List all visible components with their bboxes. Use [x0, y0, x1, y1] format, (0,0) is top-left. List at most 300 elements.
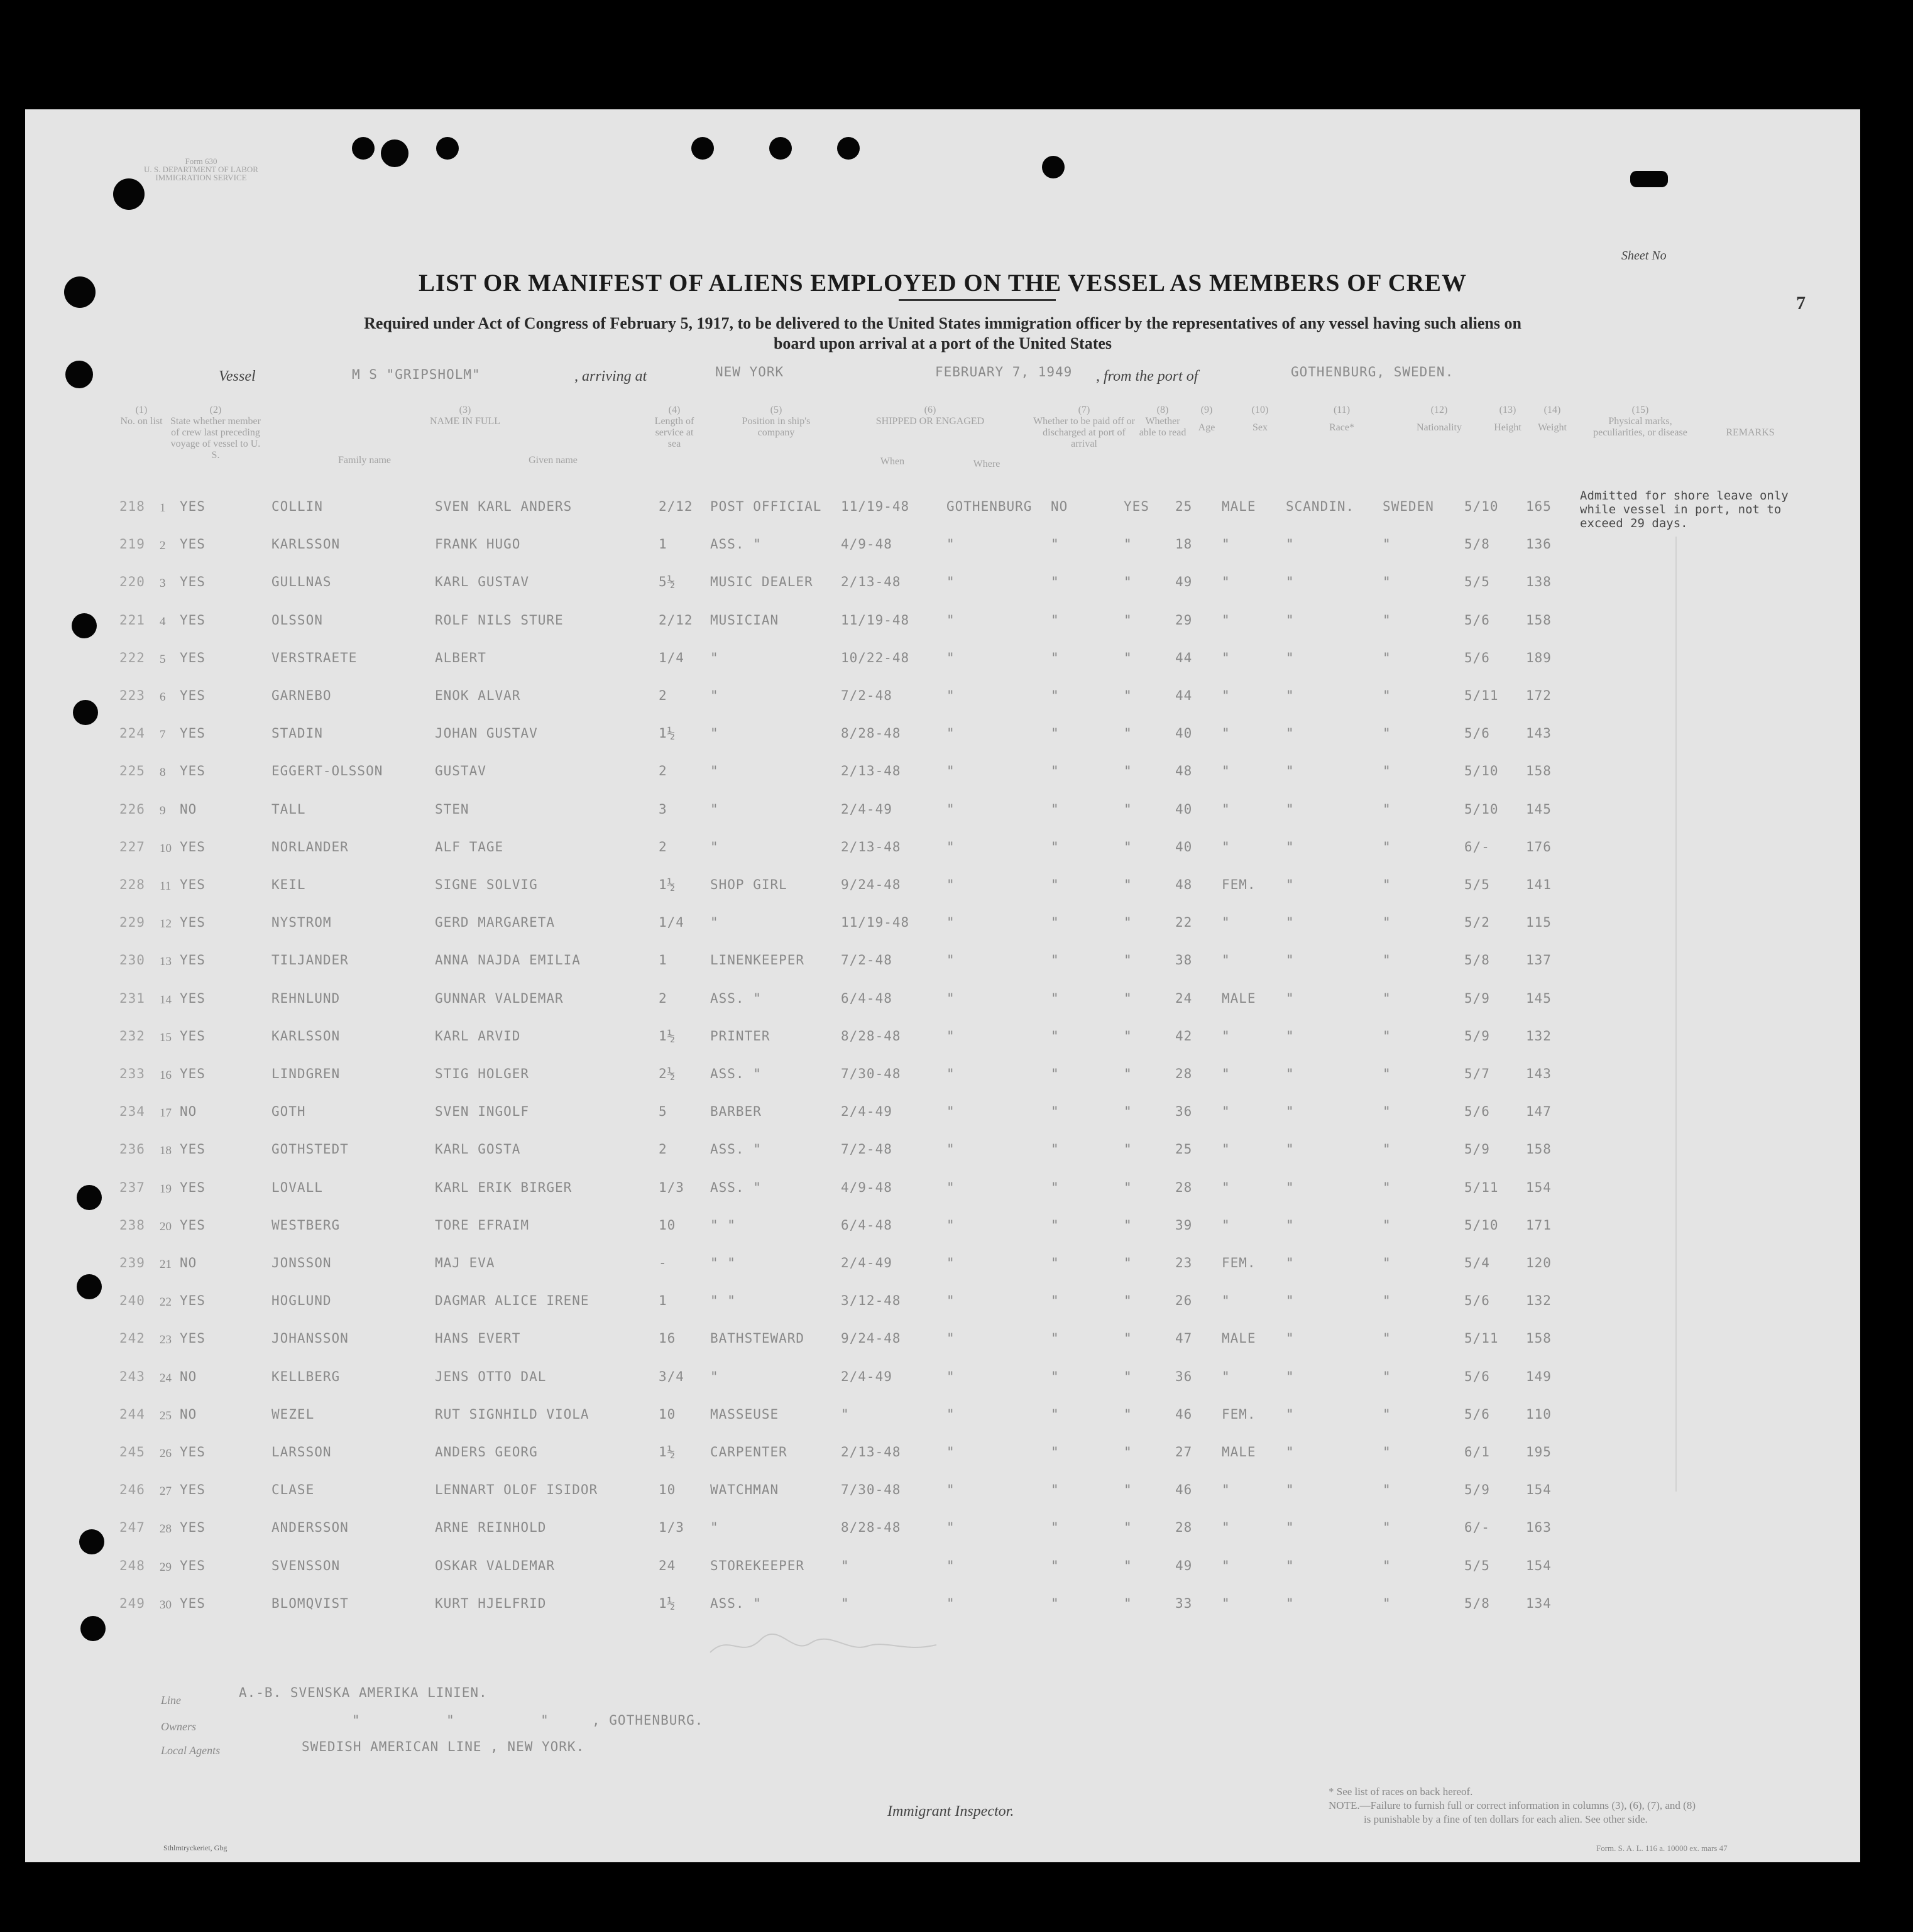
row-height: 5/7: [1464, 1066, 1490, 1081]
row-age: 42: [1175, 1028, 1193, 1044]
row-shipped-when: 11/19-48: [841, 612, 910, 628]
row-shipped-when: 2/4-49: [841, 1104, 892, 1120]
row-height: 5/10: [1464, 801, 1499, 817]
row-height: 5/8: [1464, 1595, 1490, 1611]
row-age: 44: [1175, 650, 1193, 665]
row-shipped-when: 10/22-48: [841, 650, 910, 665]
table-row: [25, 1066, 1860, 1085]
vessel-name: M S "GRIPSHOLM": [352, 367, 481, 382]
row-list-number: 28: [160, 1522, 172, 1536]
row-sex: FEM.: [1222, 877, 1256, 892]
row-ref-number: 248: [119, 1558, 145, 1573]
row-shipped-where: ": [946, 990, 955, 1006]
row-height: 5/9: [1464, 1028, 1490, 1044]
row-nationality: ": [1383, 1406, 1391, 1422]
row-ref-number: 238: [119, 1217, 145, 1233]
row-shipped-when: ": [841, 1595, 850, 1611]
row-race: ": [1286, 1444, 1295, 1460]
row-family-name: BLOMQVIST: [271, 1595, 349, 1611]
row-service-length: 1/3: [659, 1520, 684, 1536]
row-service-length: 1½: [659, 1444, 676, 1460]
table-row: [25, 1255, 1860, 1274]
row-position: ": [710, 839, 719, 854]
row-position: ": [710, 650, 719, 665]
row-able-to-read: ": [1124, 1444, 1132, 1460]
row-shipped-when: 2/13-48: [841, 574, 901, 590]
row-weight: 176: [1526, 839, 1552, 854]
row-list-number: 20: [160, 1220, 172, 1233]
subtitle-line-1: Required under Act of Congress of February 5, 1917, to be delivered to the United States immigration officer by the representatives of any vessel having such aliens on: [364, 314, 1521, 332]
row-shipped-when: ": [841, 1406, 850, 1422]
row-given-name: KARL GOSTA: [435, 1142, 521, 1157]
row-prev-voyage: YES: [180, 763, 206, 779]
col-header-position: (5) Position in ship's company: [742, 405, 811, 438]
row-prev-voyage: NO: [180, 1368, 197, 1384]
row-sex: ": [1222, 726, 1231, 741]
row-position: ASS. ": [710, 1595, 762, 1611]
row-height: 5/9: [1464, 1482, 1490, 1498]
row-nationality: ": [1383, 915, 1391, 931]
row-given-name: OSKAR VALDEMAR: [435, 1558, 556, 1573]
row-position: STOREKEEPER: [710, 1558, 805, 1573]
col-header-physical-marks: (15) Physical marks, peculiarities, or disease: [1593, 405, 1687, 438]
row-sex: MALE: [1222, 1444, 1256, 1460]
row-nationality: ": [1383, 763, 1391, 779]
row-service-length: 2: [659, 990, 667, 1006]
row-prev-voyage: YES: [180, 688, 206, 703]
row-able-to-read: ": [1124, 1595, 1132, 1611]
row-weight: 137: [1526, 952, 1552, 968]
row-able-to-read: ": [1124, 1142, 1132, 1157]
row-able-to-read: ": [1124, 990, 1132, 1006]
row-position: ": [710, 1368, 719, 1384]
row-prev-voyage: YES: [180, 726, 206, 741]
table-row: [25, 1331, 1860, 1350]
row-shipped-where: ": [946, 1368, 955, 1384]
row-height: 5/4: [1464, 1255, 1490, 1270]
row-weight: 143: [1526, 726, 1552, 741]
row-ref-number: 247: [119, 1520, 145, 1536]
table-row: [25, 1293, 1860, 1312]
row-race: ": [1286, 763, 1295, 779]
row-nationality: ": [1383, 801, 1391, 817]
row-able-to-read: ": [1124, 915, 1132, 931]
row-race: ": [1286, 650, 1295, 665]
row-able-to-read: ": [1124, 877, 1132, 892]
row-service-length: 1½: [659, 726, 676, 741]
row-family-name: REHNLUND: [271, 990, 341, 1006]
row-height: 5/11: [1464, 1179, 1499, 1195]
row-race: ": [1286, 574, 1295, 590]
row-age: 26: [1175, 1293, 1193, 1309]
owners-value: " " " , GOTHENBURG.: [352, 1713, 704, 1728]
row-able-to-read: ": [1124, 1331, 1132, 1346]
row-position: CARPENTER: [710, 1444, 787, 1460]
row-prev-voyage: NO: [180, 1255, 197, 1270]
table-row: [25, 1180, 1860, 1199]
row-nationality: ": [1383, 726, 1391, 741]
row-given-name: TORE EFRAIM: [435, 1217, 530, 1233]
row-service-length: 10: [659, 1482, 676, 1498]
row-nationality: ": [1383, 1179, 1391, 1195]
row-shipped-when: 9/24-48: [841, 1331, 901, 1346]
row-sex: ": [1222, 688, 1231, 703]
row-weight: 138: [1526, 574, 1552, 590]
row-height: 5/5: [1464, 877, 1490, 892]
row-given-name: DAGMAR ALICE IRENE: [435, 1293, 589, 1309]
row-nationality: ": [1383, 839, 1391, 854]
table-row: [25, 537, 1860, 555]
row-shipped-where: ": [946, 1331, 955, 1346]
row-age: 39: [1175, 1217, 1193, 1233]
row-family-name: KARLSSON: [271, 537, 341, 552]
row-race: SCANDIN.: [1286, 499, 1355, 514]
row-list-number: 29: [160, 1560, 172, 1574]
row-given-name: ROLF NILS STURE: [435, 612, 564, 628]
punch-hole: [113, 178, 145, 210]
row-service-length: 2½: [659, 1066, 676, 1081]
row-shipped-when: 6/4-48: [841, 990, 892, 1006]
row-position: ": [710, 688, 719, 703]
local-agents-value: SWEDISH AMERICAN LINE , NEW YORK.: [302, 1739, 585, 1754]
vessel-label: Vessel: [219, 368, 256, 385]
row-service-length: 1½: [659, 1028, 676, 1044]
punch-hole: [837, 137, 860, 160]
title-underline: [899, 299, 1056, 301]
table-row: [25, 802, 1860, 821]
row-shipped-where: ": [946, 1028, 955, 1044]
row-weight: 165: [1526, 499, 1552, 514]
row-position: " ": [710, 1293, 736, 1309]
col-header-nationality: (12) Nationality: [1417, 405, 1462, 433]
table-row: [25, 1218, 1860, 1236]
row-nationality: ": [1383, 1331, 1391, 1346]
row-shipped-where: ": [946, 1066, 955, 1081]
row-sex: ": [1222, 1595, 1231, 1611]
row-ref-number: 220: [119, 574, 145, 590]
row-sex: ": [1222, 1558, 1231, 1573]
row-list-number: 3: [160, 577, 166, 591]
row-sex: MALE: [1222, 1331, 1256, 1346]
row-weight: 141: [1526, 877, 1552, 892]
row-family-name: SVENSSON: [271, 1558, 341, 1573]
row-height: 5/10: [1464, 499, 1499, 514]
row-family-name: GULLNAS: [271, 574, 332, 590]
row-given-name: SVEN KARL ANDERS: [435, 499, 573, 514]
row-able-to-read: ": [1124, 1255, 1132, 1270]
row-position: ASS. ": [710, 1066, 762, 1081]
row-family-name: GOTHSTEDT: [271, 1142, 349, 1157]
row-service-length: 24: [659, 1558, 676, 1573]
row-shipped-where: ": [946, 574, 955, 590]
row-list-number: 27: [160, 1485, 172, 1498]
row-shipped-where: ": [946, 1179, 955, 1195]
manifest-title: LIST OR MANIFEST OF ALIENS EMPLOYED ON THE VESSEL AS MEMBERS OF CREW: [418, 270, 1467, 297]
row-nationality: ": [1383, 688, 1391, 703]
row-prev-voyage: YES: [180, 952, 206, 968]
punch-hole: [65, 361, 93, 388]
row-shipped-when: 8/28-48: [841, 726, 901, 741]
row-list-number: 12: [160, 917, 172, 931]
row-prev-voyage: NO: [180, 1406, 197, 1422]
row-position: ASS. ": [710, 990, 762, 1006]
row-height: 5/10: [1464, 763, 1499, 779]
table-row: [25, 726, 1860, 745]
punch-hole: [436, 137, 459, 160]
row-prev-voyage: YES: [180, 537, 206, 552]
table-row: [25, 1104, 1860, 1123]
row-height: 5/8: [1464, 952, 1490, 968]
row-height: 6/-: [1464, 1520, 1490, 1536]
row-nationality: SWEDEN: [1383, 499, 1434, 514]
owners-label: Owners: [161, 1720, 197, 1733]
row-race: ": [1286, 537, 1295, 552]
table-row: [25, 650, 1860, 669]
row-service-length: 10: [659, 1406, 676, 1422]
row-paid-off: ": [1051, 650, 1060, 665]
row-able-to-read: ": [1124, 1028, 1132, 1044]
row-race: ": [1286, 915, 1295, 931]
row-height: 5/6: [1464, 1406, 1490, 1422]
row-given-name: SVEN INGOLF: [435, 1104, 530, 1120]
row-ref-number: 224: [119, 726, 145, 741]
row-family-name: KEIL: [271, 877, 306, 892]
row-ref-number: 245: [119, 1444, 145, 1460]
row-height: 5/6: [1464, 1104, 1490, 1120]
row-family-name: OLSSON: [271, 612, 323, 628]
row-age: 18: [1175, 537, 1193, 552]
row-ref-number: 218: [119, 499, 145, 514]
row-family-name: WEZEL: [271, 1406, 315, 1422]
row-position: PRINTER: [710, 1028, 770, 1044]
row-list-number: 8: [160, 766, 166, 780]
row-race: ": [1286, 1104, 1295, 1120]
row-paid-off: ": [1051, 1028, 1060, 1044]
row-age: 29: [1175, 612, 1193, 628]
row-shipped-where: ": [946, 1558, 955, 1573]
table-row: [25, 877, 1860, 896]
row-given-name: GUNNAR VALDEMAR: [435, 990, 564, 1006]
row-prev-voyage: YES: [180, 1179, 206, 1195]
row-position: MUSIC DEALER: [710, 574, 813, 590]
row-shipped-where: ": [946, 650, 955, 665]
row-shipped-when: 2/13-48: [841, 839, 901, 854]
row-height: 5/9: [1464, 1142, 1490, 1157]
row-race: ": [1286, 1595, 1295, 1611]
row-shipped-when: 8/28-48: [841, 1028, 901, 1044]
row-able-to-read: YES: [1124, 499, 1149, 514]
row-shipped-where: ": [946, 1255, 955, 1270]
table-row: [25, 1482, 1860, 1501]
row-height: 5/2: [1464, 915, 1490, 931]
stamp-mark: [1630, 171, 1668, 187]
row-family-name: WESTBERG: [271, 1217, 341, 1233]
row-race: ": [1286, 1066, 1295, 1081]
row-list-number: 17: [160, 1106, 172, 1120]
row-paid-off: ": [1051, 537, 1060, 552]
row-age: 28: [1175, 1520, 1193, 1536]
row-list-number: 1: [160, 501, 166, 515]
row-race: ": [1286, 1520, 1295, 1536]
col-header-sex: (10) Sex: [1251, 405, 1269, 433]
row-given-name: ALF TAGE: [435, 839, 504, 854]
row-prev-voyage: NO: [180, 801, 197, 817]
row-able-to-read: ": [1124, 650, 1132, 665]
row-shipped-when: 2/4-49: [841, 1368, 892, 1384]
row-able-to-read: ": [1124, 688, 1132, 703]
punch-hole: [64, 276, 96, 308]
punch-hole: [1042, 156, 1065, 178]
row-height: 6/-: [1464, 839, 1490, 854]
form-id: Form 630 U. S. DEPARTMENT OF LABOR IMMIGRATION SERVICE: [144, 156, 258, 182]
table-row: [25, 574, 1860, 593]
from-port-label: , from the port of: [1096, 368, 1198, 385]
row-ref-number: 233: [119, 1066, 145, 1081]
row-ref-number: 222: [119, 650, 145, 665]
col-header-paid-off: (7) Whether to be paid off or discharged at port of arrival: [1033, 405, 1135, 449]
row-prev-voyage: YES: [180, 1142, 206, 1157]
row-ref-number: 228: [119, 877, 145, 892]
col-header-name: (3) NAME IN FULL: [430, 405, 500, 427]
row-height: 5/5: [1464, 574, 1490, 590]
form-code: Form. S. A. L. 116 a. 10000 ex. mars 47: [1596, 1843, 1728, 1853]
row-family-name: KELLBERG: [271, 1368, 341, 1384]
row-given-name: HANS EVERT: [435, 1331, 521, 1346]
row-family-name: VERSTRAETE: [271, 650, 358, 665]
row-shipped-where: ": [946, 952, 955, 968]
row-paid-off: ": [1051, 1255, 1060, 1270]
row-position: ": [710, 1520, 719, 1536]
row-able-to-read: ": [1124, 612, 1132, 628]
row-paid-off: ": [1051, 726, 1060, 741]
punch-hole: [769, 137, 792, 160]
col-header-when: When: [880, 456, 905, 467]
table-row: [25, 499, 1860, 518]
row-sex: FEM.: [1222, 1406, 1256, 1422]
row-position: ": [710, 726, 719, 741]
row-height: 5/6: [1464, 1293, 1490, 1309]
arriving-port: NEW YORK: [715, 364, 784, 379]
row-shipped-when: 2/13-48: [841, 1444, 901, 1460]
inspector-signature: [704, 1627, 943, 1665]
punch-hole: [352, 137, 375, 160]
row-sex: ": [1222, 1293, 1231, 1309]
row-family-name: LARSSON: [271, 1444, 332, 1460]
row-nationality: ": [1383, 1595, 1391, 1611]
row-family-name: TILJANDER: [271, 952, 349, 968]
row-shipped-where: ": [946, 1444, 955, 1460]
row-sex: ": [1222, 1179, 1231, 1195]
punch-hole: [691, 137, 714, 160]
row-position: BATHSTEWARD: [710, 1331, 805, 1346]
col-header-family-name: Family name: [338, 455, 391, 466]
table-row: [25, 1520, 1860, 1539]
row-prev-voyage: YES: [180, 1331, 206, 1346]
row-weight: 149: [1526, 1368, 1552, 1384]
row-age: 33: [1175, 1595, 1193, 1611]
row-paid-off: ": [1051, 1179, 1060, 1195]
row-shipped-when: 4/9-48: [841, 1179, 892, 1195]
row-sex: ": [1222, 574, 1231, 590]
table-row: [25, 1444, 1860, 1463]
row-ref-number: 249: [119, 1595, 145, 1611]
row-paid-off: ": [1051, 952, 1060, 968]
row-weight: 195: [1526, 1444, 1552, 1460]
row-sex: MALE: [1222, 990, 1256, 1006]
row-service-length: 5: [659, 1104, 667, 1120]
row-list-number: 21: [160, 1258, 172, 1271]
row-able-to-read: ": [1124, 726, 1132, 741]
table-row: [25, 763, 1860, 782]
table-row: [25, 613, 1860, 631]
row-position: " ": [710, 1255, 736, 1270]
row-shipped-when: 11/19-48: [841, 915, 910, 931]
row-list-number: 24: [160, 1371, 172, 1385]
row-prev-voyage: YES: [180, 650, 206, 665]
row-shipped-when: 2/4-49: [841, 1255, 892, 1270]
table-row: [25, 839, 1860, 858]
row-sex: ": [1222, 1066, 1231, 1081]
row-weight: 189: [1526, 650, 1552, 665]
table-row: [25, 1142, 1860, 1160]
row-prev-voyage: YES: [180, 915, 206, 931]
row-list-number: 14: [160, 993, 172, 1007]
row-shipped-when: 8/28-48: [841, 1520, 901, 1536]
row-shipped-where: ": [946, 1293, 955, 1309]
row-paid-off: ": [1051, 1520, 1060, 1536]
row-service-length: 16: [659, 1331, 676, 1346]
row-paid-off: ": [1051, 763, 1060, 779]
row-ref-number: 231: [119, 990, 145, 1006]
row-ref-number: 236: [119, 1142, 145, 1157]
row-family-name: LINDGREN: [271, 1066, 341, 1081]
row-nationality: ": [1383, 537, 1391, 552]
row-weight: 132: [1526, 1293, 1552, 1309]
immigrant-inspector-label: Immigrant Inspector.: [887, 1803, 1014, 1820]
row-age: 25: [1175, 1142, 1193, 1157]
col-header-given-name: Given name: [529, 455, 578, 466]
row-list-number: 22: [160, 1296, 172, 1309]
row-shipped-where: ": [946, 839, 955, 854]
row-prev-voyage: YES: [180, 1520, 206, 1536]
row-position: " ": [710, 1217, 736, 1233]
row-given-name: JENS OTTO DAL: [435, 1368, 547, 1384]
row-family-name: GARNEBO: [271, 688, 332, 703]
row-position: SHOP GIRL: [710, 877, 787, 892]
row-able-to-read: ": [1124, 537, 1132, 552]
row-given-name: KARL ARVID: [435, 1028, 521, 1044]
row-nationality: ": [1383, 1255, 1391, 1270]
row-given-name: ENOK ALVAR: [435, 688, 521, 703]
row-family-name: COLLIN: [271, 499, 323, 514]
row-list-number: 10: [160, 841, 172, 855]
row-family-name: KARLSSON: [271, 1028, 341, 1044]
row-age: 44: [1175, 688, 1193, 703]
row-shipped-when: 4/9-48: [841, 537, 892, 552]
row-weight: 163: [1526, 1520, 1552, 1536]
row-family-name: STADIN: [271, 726, 323, 741]
row-height: 5/6: [1464, 1368, 1490, 1384]
row-able-to-read: ": [1124, 1520, 1132, 1536]
row-paid-off: NO: [1051, 499, 1068, 514]
table-row: [25, 952, 1860, 971]
row-nationality: ": [1383, 1217, 1391, 1233]
row-prev-voyage: YES: [180, 1558, 206, 1573]
row-nationality: ": [1383, 1482, 1391, 1498]
from-port: GOTHENBURG, SWEDEN.: [1291, 364, 1454, 379]
local-agents-label: Local Agents: [161, 1744, 221, 1757]
row-shipped-when: 2/13-48: [841, 763, 901, 779]
